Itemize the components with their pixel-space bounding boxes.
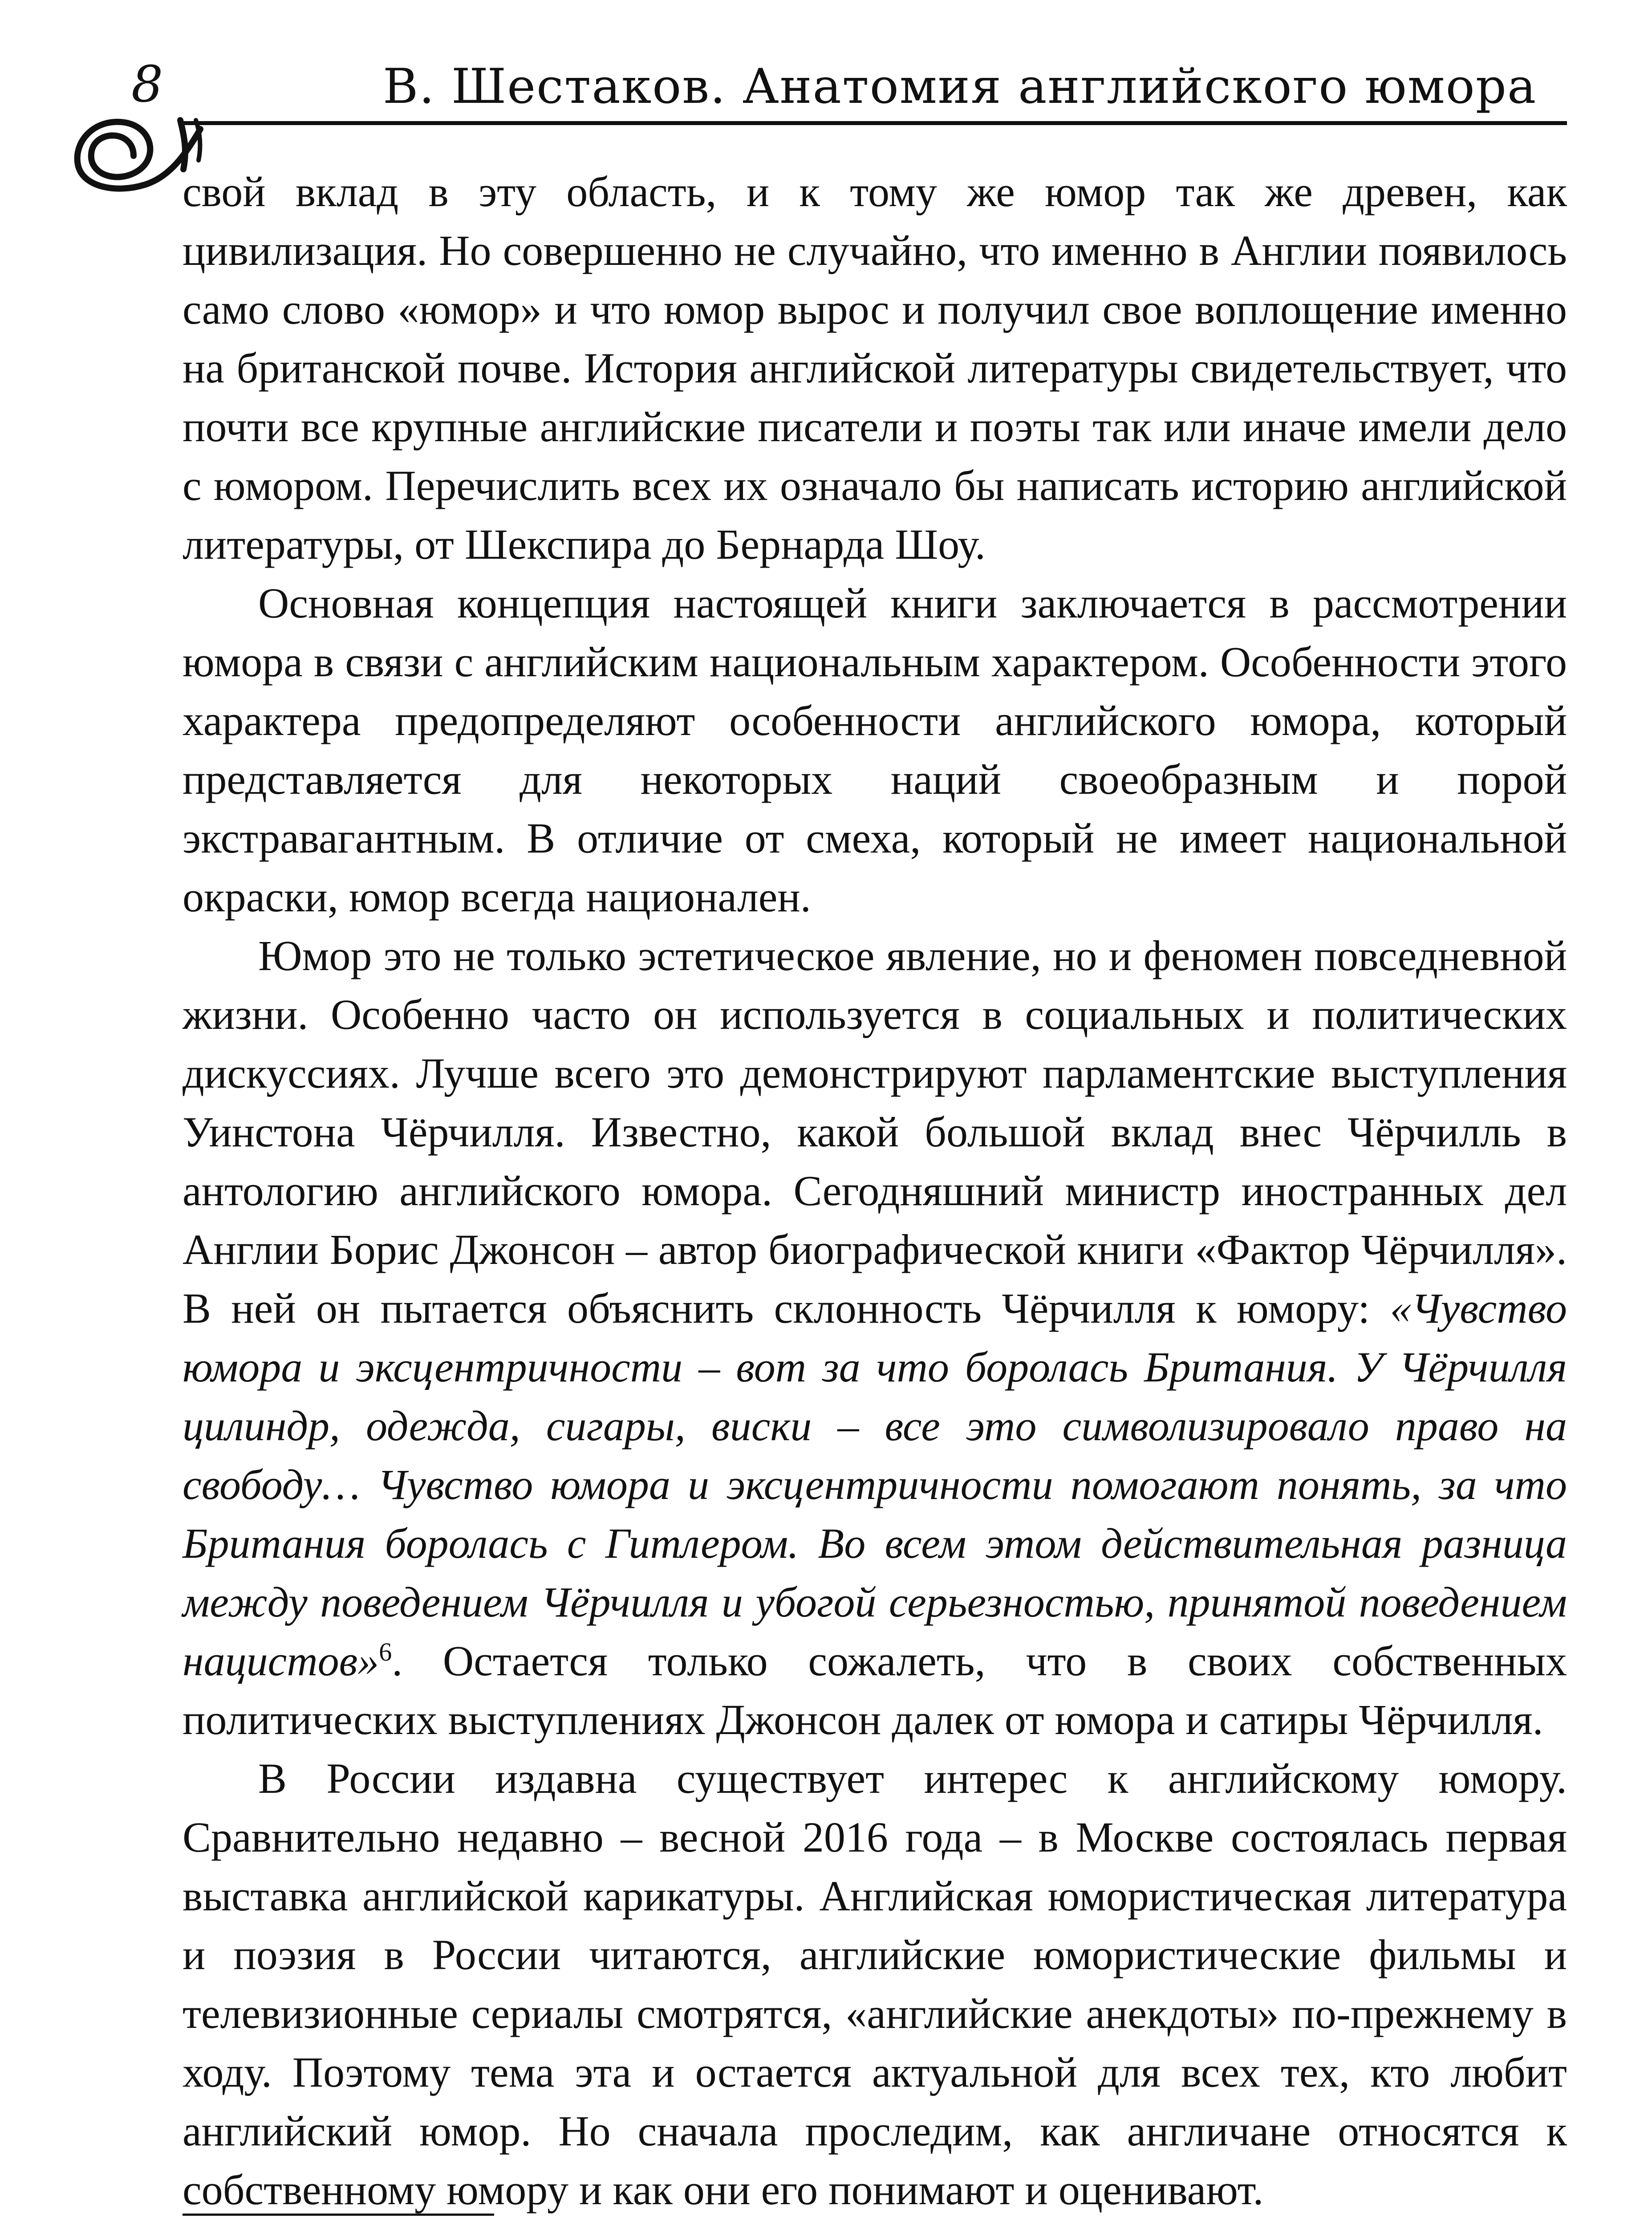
header-rule bbox=[178, 121, 1567, 125]
footnote-number bbox=[183, 2216, 198, 2226]
paragraph-4: В России издавна существует интерес к английскому юмору. Сравнительно недавно – весной 2016 года – в Москве состоялась первая выставка английской карикатуры. Английская юмористическая литература и поэзия в России читаются, английские юмористические фильмы и телевизионные сериалы смотрятся, «английские анекдоты» по-прежнему в ходу. Поэтому тема эта и остается актуальной для всех тех, кто любит английский юмор. Но сначала проследим, как англичане относятся к собственному юмору и как они его понимают и оценивают. bbox=[183, 1755, 1567, 2214]
paragraph-3 bbox=[183, 926, 1567, 1749]
page-number: 8 bbox=[131, 56, 163, 114]
footnote-rule bbox=[183, 2214, 494, 2216]
paragraph-1: свой вклад в эту область, и к тому же юмор так же древен, как цивилизация. Но совершенно не случайно, что именно в Англии появилось само слово «юмор» и что юмор вырос и получил свое воплощение именно на британской почве. История английской литературы свидетельствует, что почти все крупные английские писатели и поэты так или иначе имели дело с юмором. Перечислить всех их означало бы написать историю английской литературы, от Шекспира до Бернарда Шоу. bbox=[183, 168, 1567, 568]
paragraph-3-outro: . Остается только сожалеть, что в своих собственных политических выступлениях Джонсон далек от юмора и сатиры Чёрчилля. bbox=[183, 1637, 1567, 1743]
paragraph-3-intro: Юмор это не только эстетическое явление, но и феномен повседневной жизни. Особенно часто он используется в социальных и политических дискуссиях. Лучше всего это демонстрируют парламентские выступления Уинстона Чёрчилля. Известно, какой большой вклад внес Чёрчилль в антологию английского юмора. Сегодняшний министр иностранных дел Англии Борис Джонсон – автор биографической книги «Фактор Чёрчилля». В ней он пытается объяснить склонность Чёрчилля к юмору: bbox=[183, 932, 1567, 1332]
churchill-quote: «Чувство юмора и эксцентричности – вот за что боролась Британия. У Чёрчилля цилиндр, одежда, сигары, виски – все это символизировало право на свободу… Чувство юмора и эксцентричности помогают понять, за что Британия боролась с Гитлером. Во всем этом действительная разница между поведением Чёрчилля и убогой серьезностью, принятой поведением нацистов» bbox=[183, 1284, 1567, 1685]
running-title: В. Шестаков. Анатомия английского юмора bbox=[383, 59, 1537, 114]
running-header bbox=[0, 0, 1652, 169]
body-text bbox=[183, 162, 1567, 2219]
paragraph-2: Основная концепция настоящей книги заключается в рассмотрении юмора в связи с английским национальным характером. Особенности этого характера предопределяют особенности английского юмора, который представляется для некоторых наций своеобразным и порой экстравагантным. В отличие от смеха, который не имеет национальной окраски, юмор всегда национален. bbox=[183, 579, 1567, 921]
footnote-reference[interactable]: 6 bbox=[379, 1637, 392, 1666]
